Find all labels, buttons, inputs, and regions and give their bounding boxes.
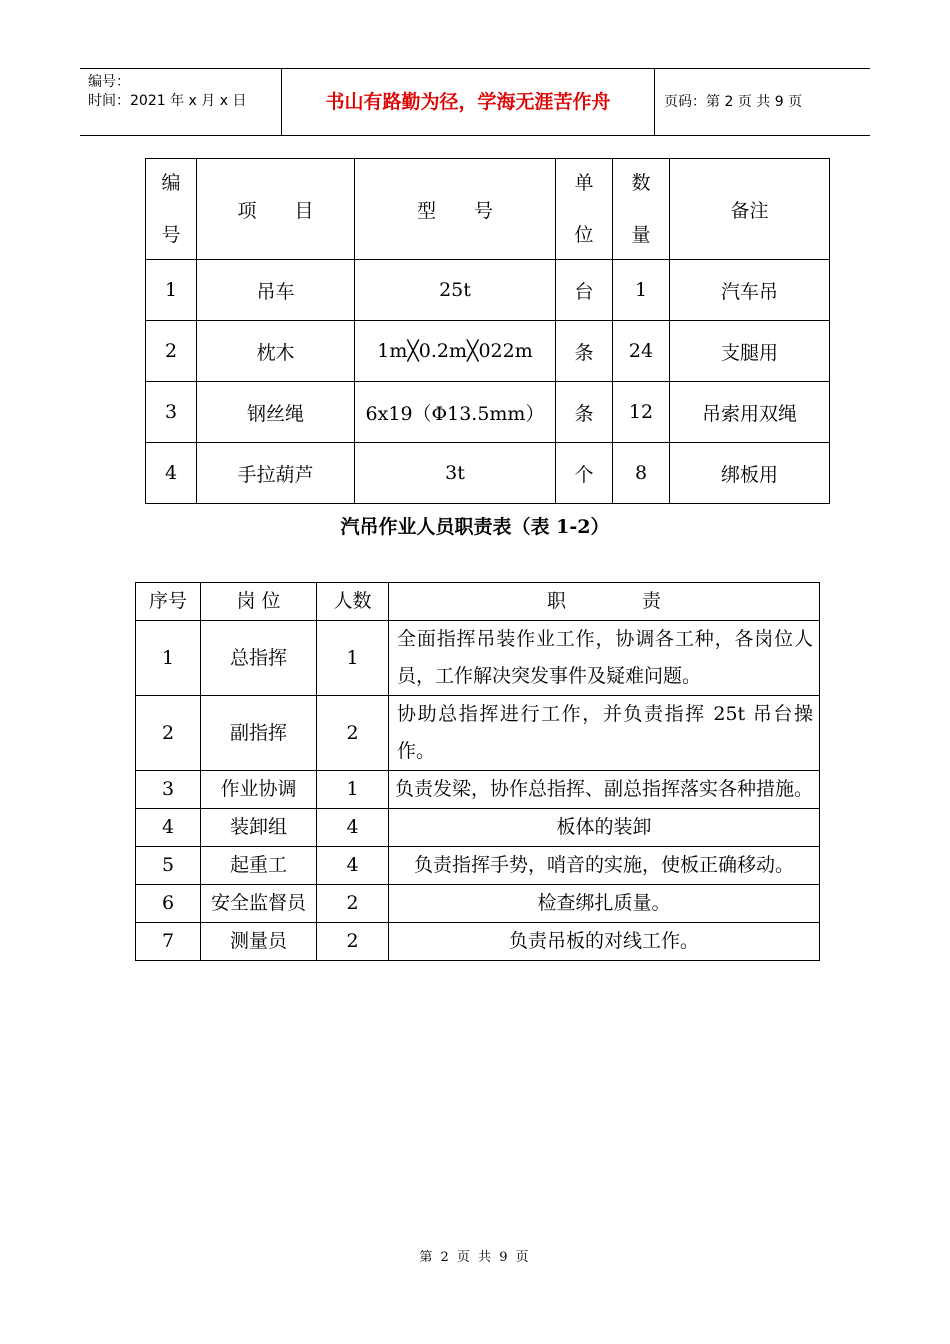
cell-unit: 台 (556, 260, 613, 321)
cell-item: 吊车 (197, 260, 355, 321)
equipment-table (145, 158, 830, 504)
cell-duty: 负责发梁，协作总指挥、副总指挥落实各种措施。 (389, 771, 820, 809)
cell-remark: 绑板用 (670, 443, 830, 504)
header-remark: 备注 (670, 159, 830, 260)
table-row (136, 885, 820, 923)
document-number: 编号： (88, 74, 130, 90)
header-item: 项 目 (197, 159, 355, 260)
header-qty: 数 量 (613, 159, 670, 260)
table-row (146, 382, 830, 443)
table-row (136, 621, 820, 696)
cell-duty: 负责吊板的对线工作。 (389, 923, 820, 961)
cell-post: 装卸组 (201, 809, 317, 847)
cell-count: 2 (317, 923, 389, 961)
cell-seq: 1 (136, 621, 201, 696)
cell-count: 1 (317, 621, 389, 696)
cell-item: 钢丝绳 (197, 382, 355, 443)
cell-model: 3t (355, 443, 556, 504)
header-motto: 书山有路勤为径，学海无涯苦作舟 (282, 69, 655, 135)
cell-qty: 24 (613, 321, 670, 382)
cell-unit: 条 (556, 382, 613, 443)
header-page-number: 页码：第 2 页 共 9 页 (664, 94, 803, 110)
page-header (80, 68, 870, 136)
cell-post: 测量员 (201, 923, 317, 961)
cell-seq: 5 (136, 847, 201, 885)
cell-item: 枕木 (197, 321, 355, 382)
cell-qty: 8 (613, 443, 670, 504)
cell-no: 2 (146, 321, 197, 382)
cell-model: 25t (355, 260, 556, 321)
cell-no: 3 (146, 382, 197, 443)
cell-count: 1 (317, 771, 389, 809)
cell-duty: 协助总指挥进行工作，并负责指挥 25t 吊台操作。 (389, 696, 820, 771)
cell-no: 1 (146, 260, 197, 321)
table-header-row (146, 159, 830, 260)
cell-count: 4 (317, 847, 389, 885)
cell-seq: 4 (136, 809, 201, 847)
cell-count: 2 (317, 696, 389, 771)
cell-model: 6x19（Φ13.5mm） (355, 382, 556, 443)
header-count: 人数 (317, 583, 389, 621)
table-row (136, 696, 820, 771)
document-time: 时间：2021 年 x 月 x 日 (88, 93, 247, 109)
table-row (146, 443, 830, 504)
cell-count: 2 (317, 885, 389, 923)
cell-post: 起重工 (201, 847, 317, 885)
cell-duty: 板体的装卸 (389, 809, 820, 847)
page-footer: 第 2 页 共 9 页 (419, 1250, 531, 1265)
header-seq: 序号 (136, 583, 201, 621)
header-post: 岗 位 (201, 583, 317, 621)
cell-no: 4 (146, 443, 197, 504)
cell-seq: 2 (136, 696, 201, 771)
cell-count: 4 (317, 809, 389, 847)
cell-model: 1m╳0.2m╳022m (355, 321, 556, 382)
cell-remark: 支腿用 (670, 321, 830, 382)
cell-remark: 吊索用双绳 (670, 382, 830, 443)
table-row (146, 260, 830, 321)
cell-unit: 条 (556, 321, 613, 382)
table-row (146, 321, 830, 382)
cell-post: 安全监督员 (201, 885, 317, 923)
header-duty: 职 责 (389, 583, 820, 621)
cell-unit: 个 (556, 443, 613, 504)
cell-qty: 12 (613, 382, 670, 443)
cell-seq: 3 (136, 771, 201, 809)
header-meta (80, 69, 282, 135)
header-model: 型 号 (355, 159, 556, 260)
table-header-row (136, 583, 820, 621)
duty-table (135, 582, 820, 961)
cell-seq: 6 (136, 885, 201, 923)
table-row (136, 923, 820, 961)
header-unit: 单 位 (556, 159, 613, 260)
duty-table-caption: 汽吊作业人员职责表（表 1-2） (340, 516, 610, 538)
cell-duty: 检查绑扎质量。 (389, 885, 820, 923)
cell-post: 总指挥 (201, 621, 317, 696)
header-no: 编 号 (146, 159, 197, 260)
table-row (136, 771, 820, 809)
table-row (136, 809, 820, 847)
cell-item: 手拉葫芦 (197, 443, 355, 504)
cell-post: 副指挥 (201, 696, 317, 771)
cell-duty: 负责指挥手势，哨音的实施，使板正确移动。 (389, 847, 820, 885)
cell-seq: 7 (136, 923, 201, 961)
table-row (136, 847, 820, 885)
cell-duty: 全面指挥吊装作业工作，协调各工种，各岗位人员，工作解决突发事件及疑难问题。 (389, 621, 820, 696)
cell-post: 作业协调 (201, 771, 317, 809)
cell-remark: 汽车吊 (670, 260, 830, 321)
cell-qty: 1 (613, 260, 670, 321)
